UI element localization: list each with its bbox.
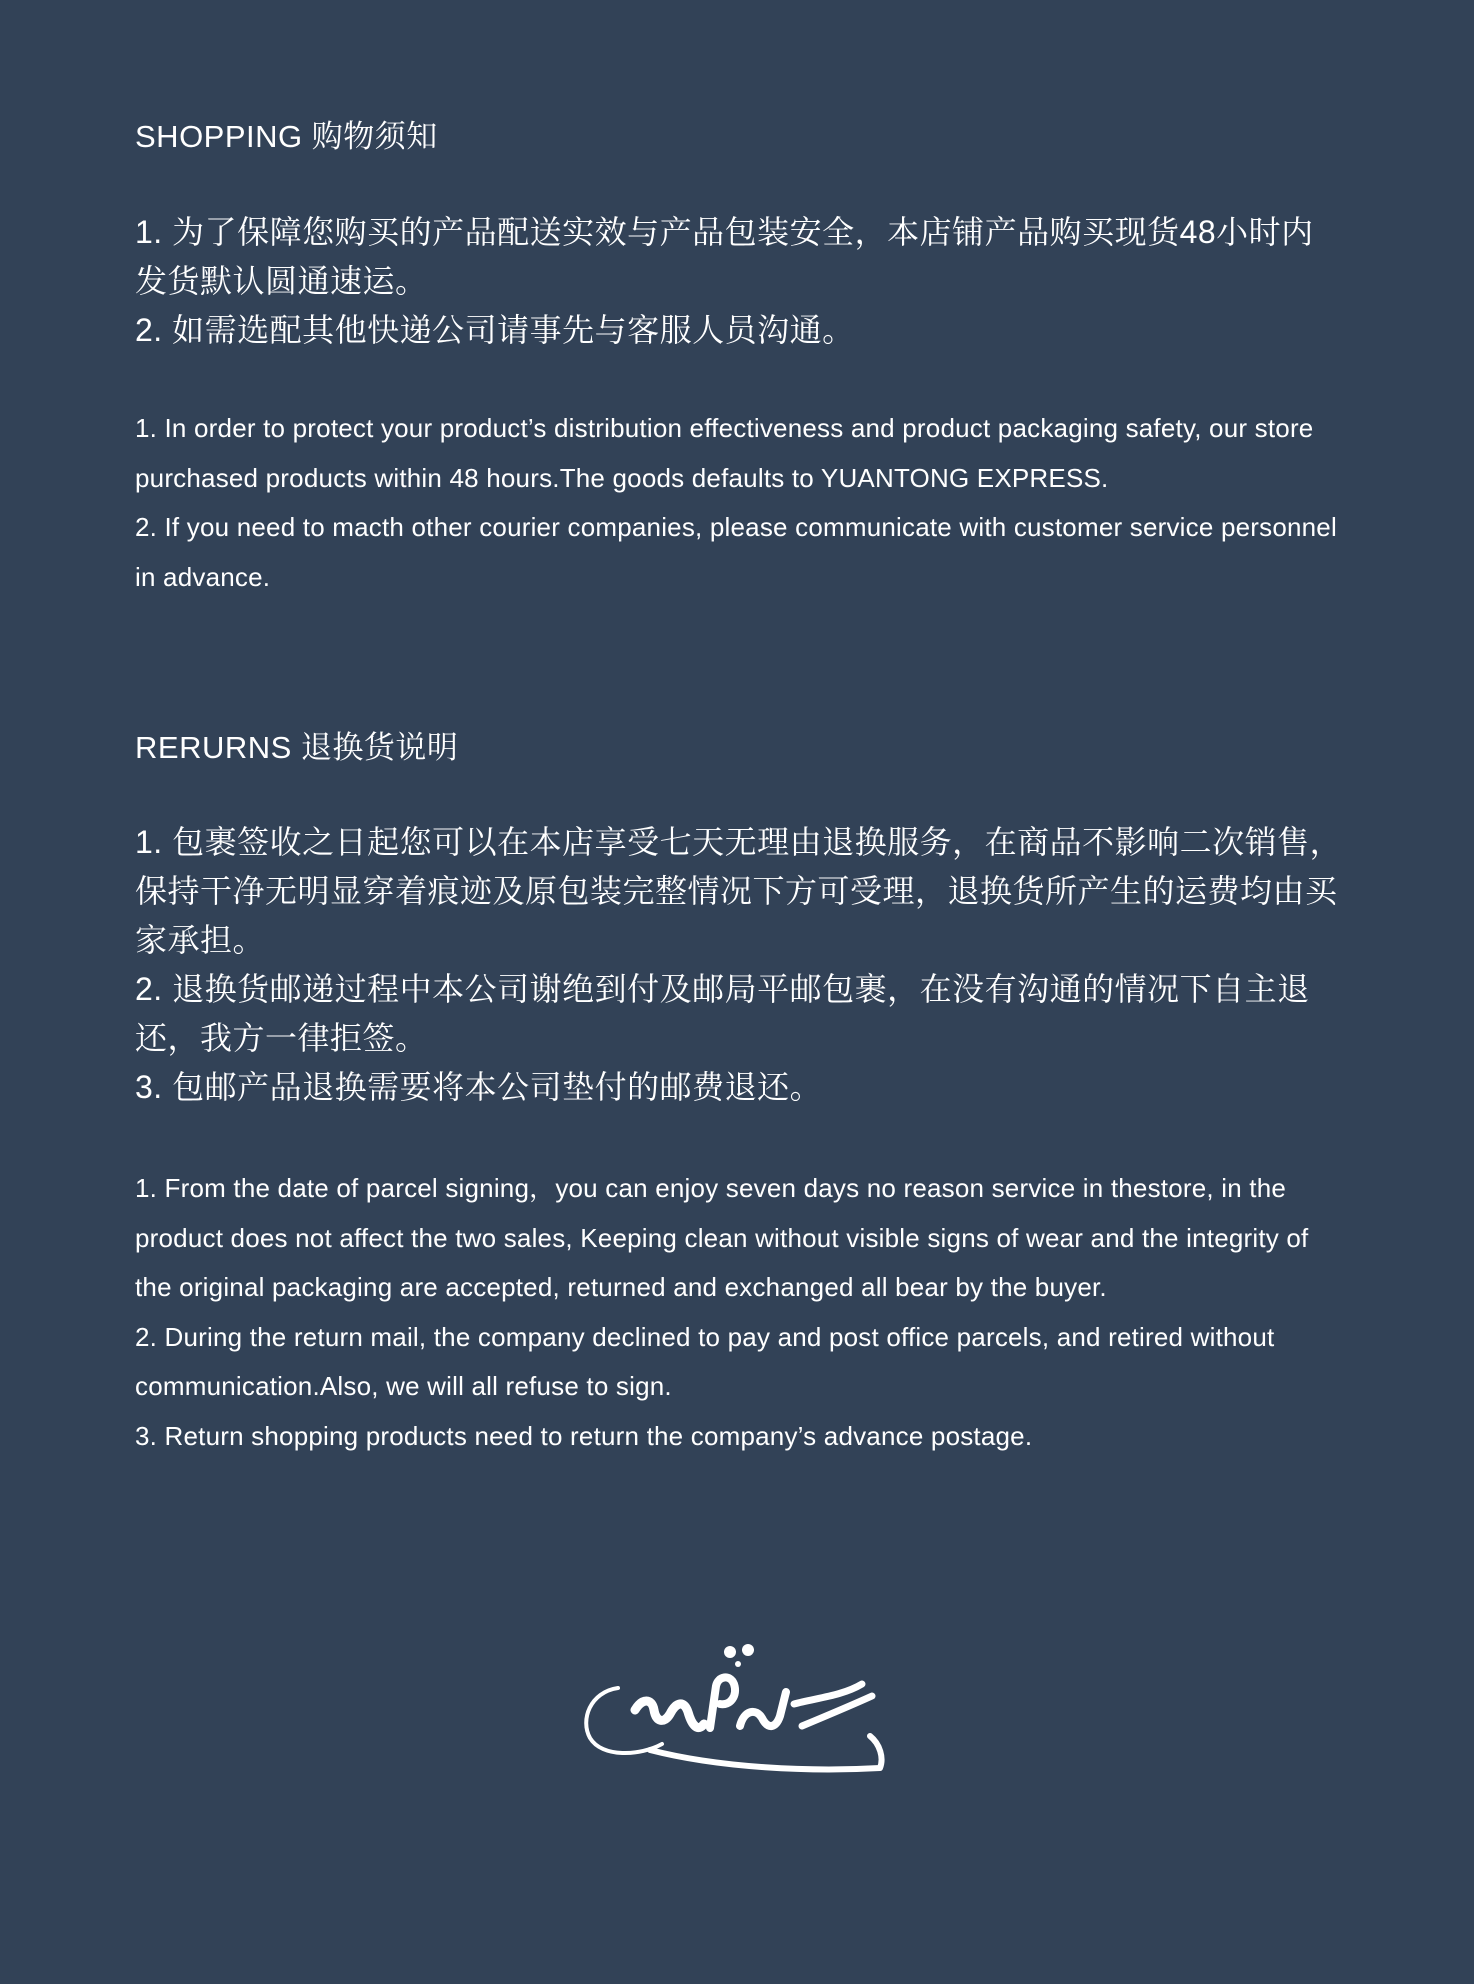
returns-zh-item-1: 1. 包裹签收之日起您可以在本店享受七天无理由退换服务，在商品不影响二次销售，保持干净无明显穿着痕迹及原包装完整情况下方可受理，退换货所产生的运费均由买家承担。: [135, 824, 1343, 958]
shopping-en-list: [135, 404, 1345, 602]
returns-zh-list: [135, 818, 1345, 1112]
shopping-title: SHOPPING 购物须知: [135, 119, 438, 154]
returns-en-item-2: 2. During the return mail, the company declined to pay and post office parcels, and retired without communication.Also, we will all refuse to sign.: [135, 1321, 1275, 1401]
shopping-zh-item-2: 2. 如需选配其他快递公司请事先与客服人员沟通。: [135, 312, 855, 348]
returns-zh-item-2: 2. 退换货邮递过程中本公司谢绝到付及邮局平邮包裹，在没有沟通的情况下自主退还，我方一律拒签。: [135, 971, 1310, 1056]
returns-title: RERURNS 退换货说明: [135, 730, 459, 765]
returns-zh-item-3: 3. 包邮产品退换需要将本公司垫付的邮费退还。: [135, 1069, 823, 1105]
returns-en-list: [135, 1164, 1345, 1461]
shopping-en-item-2: 2. If you need to macth other courier companies, please communicate with customer service personnel in advance.: [135, 512, 1337, 592]
shopping-zh-list: [135, 208, 1345, 355]
shopping-zh-item-1: 1. 为了保障您购买的产品配送实效与产品包装安全，本店铺产品购买现货48小时内发货默认圆通速运。: [135, 214, 1314, 299]
returns-en-item-1: 1. From the date of parcel signing，you can enjoy seven days no reason service in thestore, in the product does not affect the two sales, Keeping clean without visible signs of wear and the integrity of the original packaging are accepted, returned and exchanged all bear by the buyer.: [135, 1173, 1309, 1302]
calligraphy-logo-icon: [580, 1640, 890, 1780]
returns-en-item-3: 3. Return shopping products need to return the company’s advance postage.: [135, 1420, 1033, 1451]
shopping-en-item-1: 1. In order to protect your product’s distribution effectiveness and product packaging safety, our store purchased products within 48 hours.The goods defaults to YUANTONG EXPRESS.: [135, 413, 1314, 493]
